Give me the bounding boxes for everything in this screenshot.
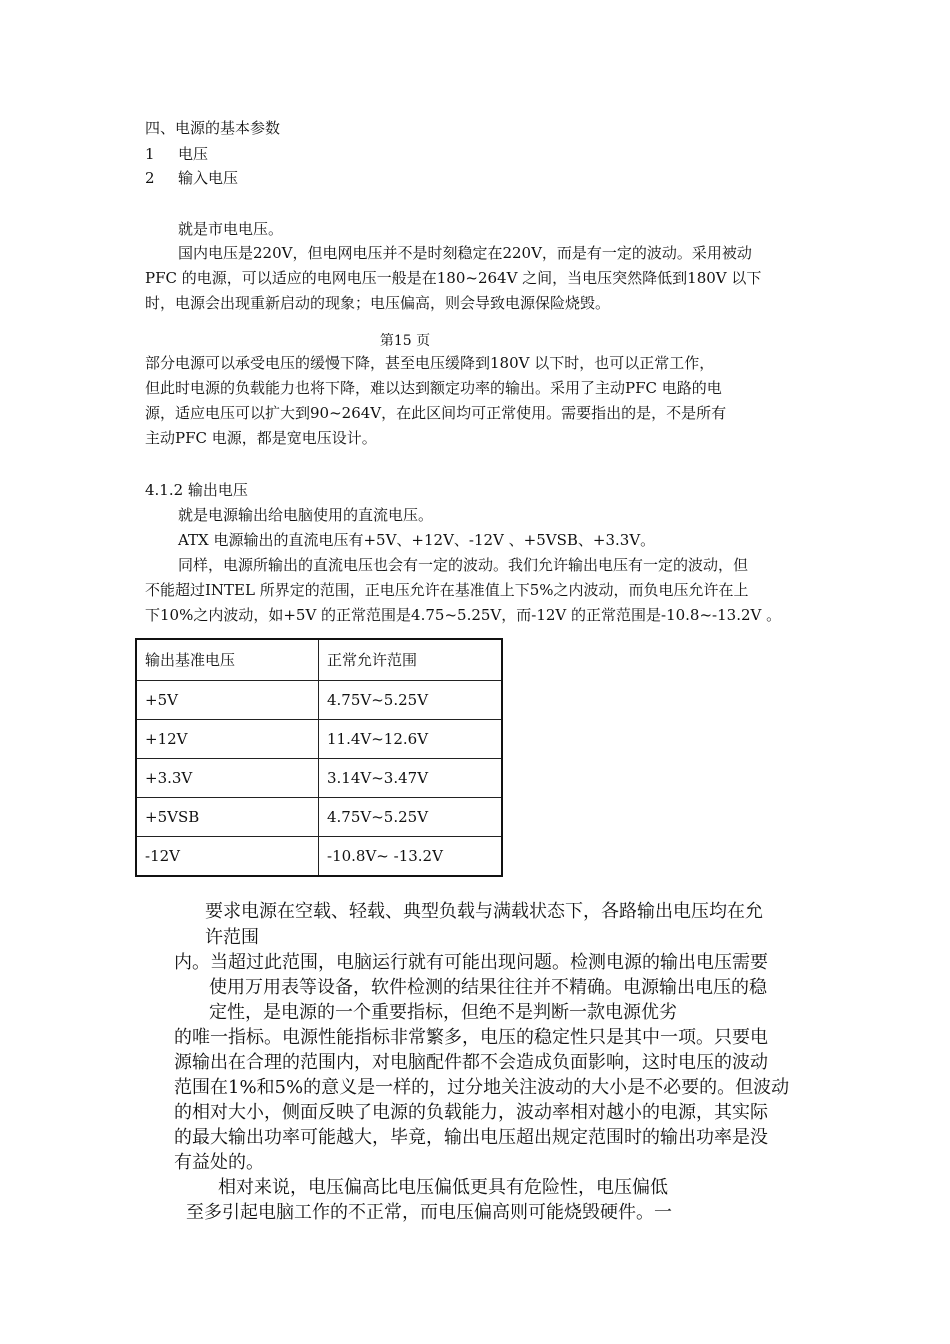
- table-cell: +5VSB: [136, 798, 319, 837]
- page-number: 第15 页: [379, 333, 431, 349]
- table-header-cell: 输出基准电压: [136, 639, 319, 681]
- table-cell: -10.8V~ -13.2V: [319, 837, 503, 877]
- paragraph-line: 就是市电电压。: [178, 220, 284, 238]
- paragraph-line: 同样，电源所输出的直流电压也会有一定的波动。我们允许输出电压有一定的波动，但: [178, 556, 749, 574]
- list-item-2-number: 2: [145, 169, 155, 187]
- table-cell: +3.3V: [136, 759, 319, 798]
- paragraph-line: 范围在1%和5%的意义是一样的，过分地关注波动的大小是不必要的。但波动: [174, 1077, 790, 1098]
- paragraph-line: 至多引起电脑工作的不正常，而电压偏高则可能烧毁硬件。一: [186, 1202, 672, 1223]
- list-item-1-text: 电压: [178, 145, 209, 163]
- paragraph-line: 的相对大小，侧面反映了电源的负载能力，波动率相对越小的电源，其实际: [174, 1102, 768, 1123]
- paragraph-line: 许范围: [205, 927, 259, 948]
- paragraph-line: 不能超过INTEL 所界定的范围，正电压允许在基准值上下5%之内波动，而负电压允许在上: [145, 581, 749, 599]
- paragraph-line: 下10%之内波动，如+5V 的正常范围是4.75~5.25V，而-12V 的正常范围是-10.8~-13.2V 。: [145, 606, 782, 624]
- table-cell: +5V: [136, 681, 319, 720]
- paragraph-line: 但此时电源的负载能力也将下降，难以达到额定功率的输出。采用了主动PFC 电路的电: [145, 379, 722, 397]
- table-cell: 4.75V~5.25V: [319, 681, 503, 720]
- paragraph-line: 定性，是电源的一个重要指标，但绝不是判断一款电源优劣: [209, 1002, 677, 1023]
- paragraph-line: 的唯一指标。电源性能指标非常繁多，电压的稳定性只是其中一项。只要电: [174, 1027, 768, 1048]
- table-cell: 11.4V~12.6V: [319, 720, 503, 759]
- paragraph-line: 使用万用表等设备，软件检测的结果往往并不精确。电源输出电压的稳: [209, 977, 767, 998]
- paragraph-line: 主动PFC 电源，都是宽电压设计。: [145, 429, 377, 447]
- paragraph-line: ATX 电源输出的直流电压有+5V、+12V、-12V 、+5VSB、+3.3V。: [178, 531, 656, 549]
- paragraph-line: 要求电源在空载、轻载、典型负载与满载状态下，各路输出电压均在允: [205, 901, 763, 922]
- paragraph-line: 相对来说，电压偏高比电压偏低更具有危险性，电压偏低: [218, 1177, 668, 1198]
- table-row: [136, 759, 502, 798]
- paragraph-line: 时，电源会出现重新启动的现象；电压偏高，则会导致电源保险烧毁。: [145, 294, 611, 312]
- table-cell: 3.14V~3.47V: [319, 759, 503, 798]
- paragraph-line: PFC 的电源，可以适应的电网电压一般是在180~264V 之间，当电压突然降低到180V 以下: [145, 269, 762, 287]
- paragraph-line: 的最大输出功率可能越大，毕竟，输出电压超出规定范围时的输出功率是没: [174, 1127, 768, 1148]
- table-row: [136, 798, 502, 837]
- table-header-cell: 正常允许范围: [319, 639, 503, 681]
- paragraph-line: 内。当超过此范围，电脑运行就有可能出现问题。检测电源的输出电压需要: [174, 952, 768, 973]
- paragraph-line: 就是电源输出给电脑使用的直流电压。: [178, 506, 434, 524]
- paragraph-line: 源，适应电压可以扩大到90~264V，在此区间均可正常使用。需要指出的是，不是所有: [145, 404, 727, 422]
- list-item-2-text: 输入电压: [178, 169, 239, 187]
- section-title: 四、电源的基本参数: [145, 119, 281, 137]
- voltage-table: [135, 638, 466, 876]
- table-cell: 4.75V~5.25V: [319, 798, 503, 837]
- table-row: [136, 837, 502, 877]
- list-item-1-number: 1: [145, 145, 155, 163]
- table-row: [136, 720, 502, 759]
- paragraph-line: 有益处的。: [174, 1152, 264, 1173]
- table-cell: +12V: [136, 720, 319, 759]
- table-row: [136, 681, 502, 720]
- paragraph-line: 源输出在合理的范围内，对电脑配件都不会造成负面影响，这时电压的波动: [174, 1052, 768, 1073]
- paragraph-line: 国内电压是220V，但电网电压并不是时刻稳定在220V，而是有一定的波动。采用被动: [178, 244, 752, 262]
- table-header-row: [136, 639, 502, 681]
- table-cell: -12V: [136, 837, 319, 877]
- output-heading: 4.1.2 输出电压: [145, 481, 248, 499]
- paragraph-line: 部分电源可以承受电压的缓慢下降，甚至电压缓降到180V 以下时，也可以正常工作，: [145, 354, 715, 372]
